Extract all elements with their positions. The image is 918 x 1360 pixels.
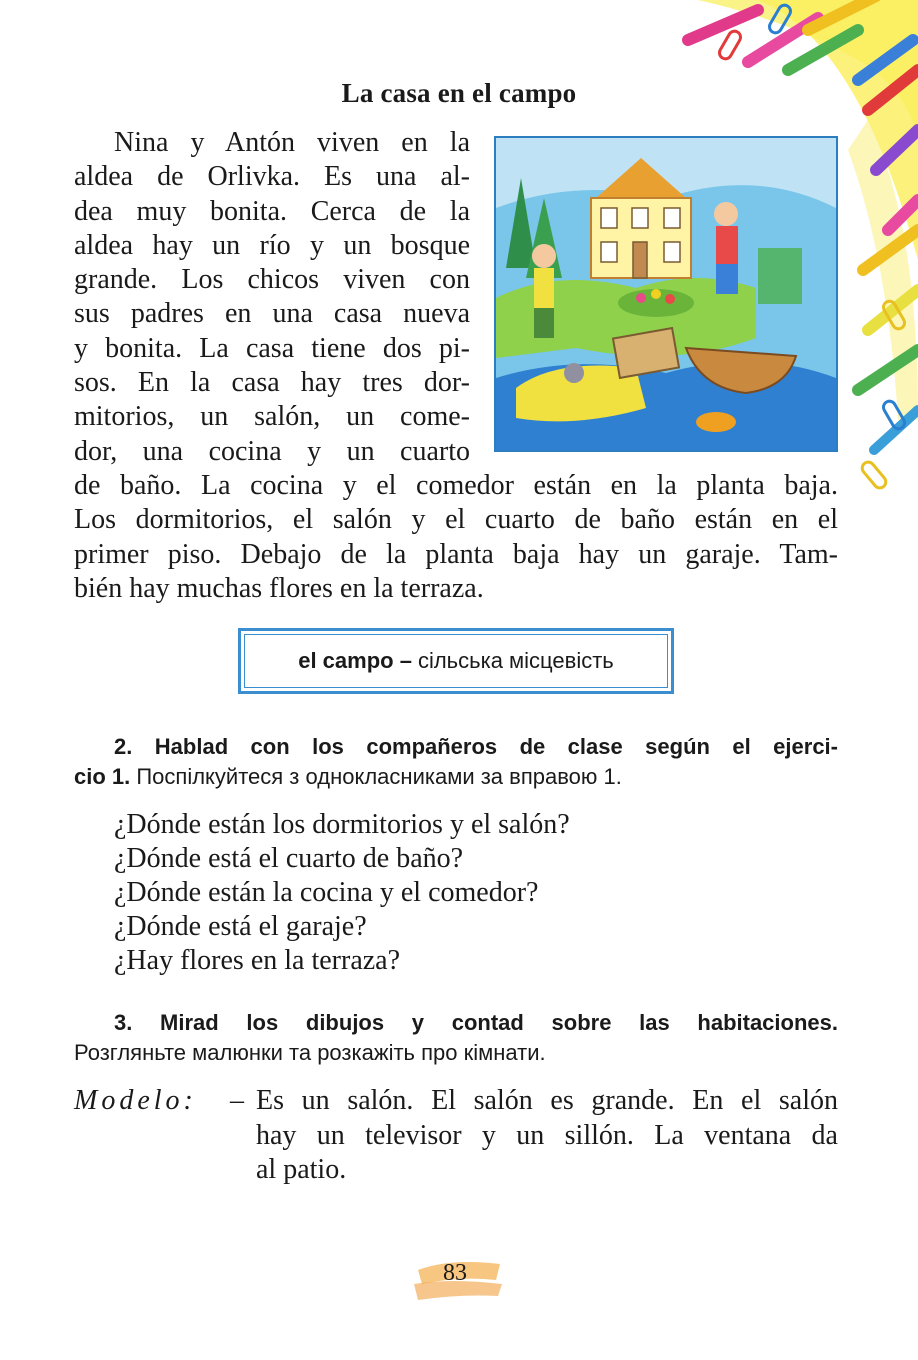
question-item: ¿Dónde está el garaje? xyxy=(114,911,367,942)
vocab-term: el campo – xyxy=(298,648,412,673)
story-line: mitorios, un salón, un come- xyxy=(74,401,470,433)
story-line: bién hay muchas flores en la terraza. xyxy=(74,572,484,604)
page-number: 83 xyxy=(443,1260,467,1286)
question-item: ¿Dónde está el cuarto de baño? xyxy=(114,843,464,874)
exercise-3-heading: 3. Mirad los dibujos y contad sobre las habitaciones. xyxy=(114,1010,838,1035)
exercise-2 xyxy=(74,732,838,792)
story-line: de baño. La cocina y el comedor están en la planta baja. xyxy=(74,469,838,501)
exercise-2-instruction: Поспілкуйтеся з однокласниками за вправою 1. xyxy=(130,764,622,789)
vocabulary-box xyxy=(238,628,674,694)
model-dash: – xyxy=(230,1085,244,1116)
question-item: ¿Dónde están los dormitorios y el salón? xyxy=(114,809,570,840)
model-line: al patio. xyxy=(256,1154,347,1185)
story-line: sus padres en una casa nueva xyxy=(74,298,470,330)
story-line: dor, una cocina y un cuarto xyxy=(74,435,470,467)
page-number-badge xyxy=(410,1250,506,1310)
model-label: Modelo: xyxy=(74,1085,197,1116)
questions-list xyxy=(114,808,570,978)
story-line: aldea de Orlivka. Es una al- xyxy=(74,161,470,193)
story-line: y bonita. La casa tiene dos pi- xyxy=(74,332,470,364)
exercise-3-instruction: Розгляньте малюнки та розкажіть про кімнати. xyxy=(74,1040,546,1065)
story-line: aldea hay un río y un bosque xyxy=(74,229,470,261)
exercise-3 xyxy=(74,1008,838,1068)
model-line: hay un televisor y un sillón. La ventana da xyxy=(256,1119,838,1151)
story-line: primer piso. Debajo de la planta baja hay un garaje. Tam- xyxy=(74,538,838,570)
story-line: dea muy bonita. Cerca de la xyxy=(74,195,470,227)
page-title: La casa en el campo xyxy=(341,78,577,108)
exercise-2-heading-cont: cio 1. xyxy=(74,764,131,789)
story-line: grande. Los chicos viven con xyxy=(74,264,470,296)
question-item: ¿Dónde están la cocina y el comedor? xyxy=(114,877,539,908)
question-item: ¿Hay flores en la terraza? xyxy=(114,945,401,976)
story-line: Nina y Antón viven en la xyxy=(114,127,470,158)
model-line: Es un salón. El salón es grande. En el salón xyxy=(256,1085,838,1116)
exercise-2-heading: 2. Hablad con los compañeros de clase según el ejerci- xyxy=(114,734,838,759)
story-text xyxy=(74,126,838,606)
vocab-translation: сільська місцевість xyxy=(417,648,614,673)
story-line: Los dormitorios, el salón y el cuarto de baño están en el xyxy=(74,504,838,536)
story-line: sos. En la casa hay tres dor- xyxy=(74,367,470,399)
